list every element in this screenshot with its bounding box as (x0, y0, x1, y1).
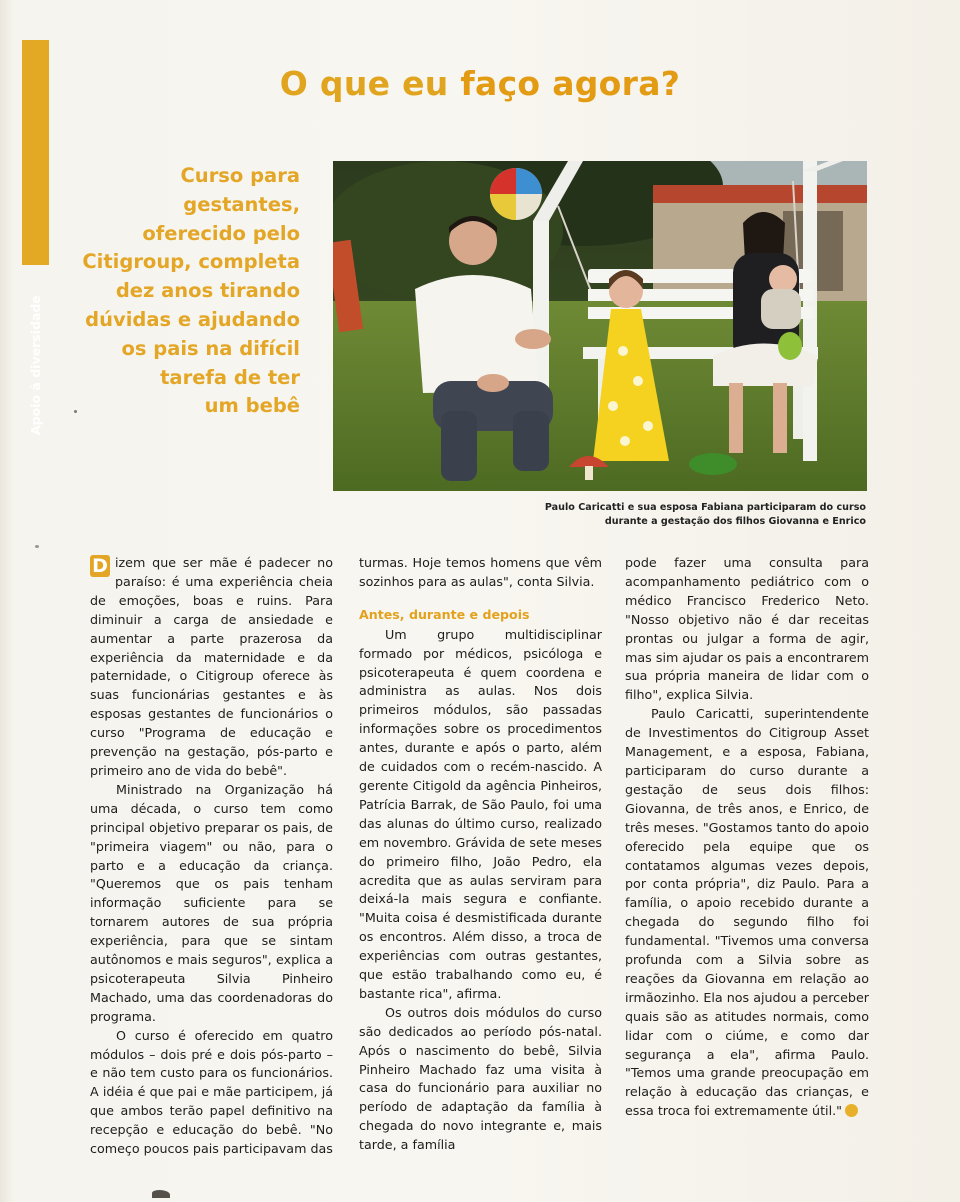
paragraph-text: Paulo Caricatti, superintendente de Investimentos do Citigroup Asset Management, e a esposa, Fabiana, participaram do curso durante a gestação de seus dois filhos: Giovanna, de três anos, e Enrico, de três meses. "Gostamos tanto do apoio oferecido pela equipe que os contatamos algumas vezes depois, por conta própria", diz Paulo. Para a família, o apoio recebido durante a chegada do segundo filho foi fundamental. "Tivemos uma conversa profunda com a Silvia sobre as reações da Giovanna em relação ao irmãozinho. Ela nos ajudou a perceber quais são as atitudes normais, como lidar com o ciúme, e como dar segurança a ela", afirma Paulo. "Temos uma grande preocupação em relação à educação das crianças, e essa troca foi extremamente útil." (625, 706, 869, 1119)
section-tab-label: Apoio à diversidade (28, 295, 43, 435)
baby-head (769, 265, 797, 293)
article-paragraph: turmas. Hoje temos homens que vêm sozinhos para as aulas", conta Silvia. (359, 555, 602, 589)
dress-dot (618, 346, 628, 356)
deck-line: gestantes, (183, 192, 300, 216)
deck-line: um bebê (204, 394, 300, 418)
article-paragraph (90, 554, 333, 781)
father-hand (477, 374, 509, 392)
deck-line: Citigroup, completa (82, 250, 300, 274)
dropcap: D (90, 555, 110, 577)
father-leg (441, 411, 477, 481)
article-column-1 (90, 554, 333, 1159)
paper-speck (74, 410, 77, 413)
caption-line: durante a gestação dos filhos Giovanna e Enrico (604, 516, 866, 527)
deck-intro (60, 162, 300, 421)
caption-line: Paulo Caricatti e sua esposa Fabiana participaram do curso (544, 502, 866, 513)
deck-line: dez anos tirando (115, 279, 300, 303)
dress-dot (643, 421, 653, 431)
article-paragraph: Um grupo multidisciplinar formado por médicos, psicóloga e psicoterapeuta é quem coordena e administra as aulas. Nos dois primeiros módulos, são passadas informações sobre os procedimentos antes, durante e após o parto, além de cuidados com o recém-nascido. A gerente Citigold da agência Pinheiros, Patrícia Barrak, de São Paulo, foi uma das alunas do último curso, realizado em novembro. Grávida de sete meses do primeiro filho, João Pedro, ela acredita que as aulas serviram para deixá-la mais segura e confiante. "Muita coisa é desmistificada durante os encontros. Além disso, a troca de experiências com outras gestantes, que estão trabalhando como eu, é bastante rica", afirma. (359, 626, 602, 1001)
article-paragraph: Ministrado na Organização há uma década, o curso tem como principal objetivo preparar os pais, de "primeira viagem" ou não, para o parto e a educação da criança. "Queremos que os pais tenham informação suficiente para se tornarem autores de sua própria experiência, para que se sintam autônomos e mais seguros", explica a psicoterapeuta Silvia Pinheiro Machado, uma das coordenadoras do programa. (90, 781, 333, 1024)
article-paragraph: pode fazer uma consulta para acompanhamento pediátrico com o médico Francisco Frederico Neto. "Nosso objetivo não é dar receitas prontas ou julgar a forma de agir, mas sim ajudar os pais a encontrarem sua própria maneira de lidar com o filho", explica Silvia. (625, 555, 869, 703)
headline-part-1: O que eu (279, 64, 461, 103)
deck-line: os pais na difícil (121, 336, 300, 360)
headline-part-2: faço agora? (460, 64, 681, 103)
section-subhead: Antes, durante e depois (359, 606, 530, 622)
family-photo-illustration (333, 161, 867, 491)
mother-leg (729, 383, 743, 453)
paragraph-text: izem que ser mãe é padecer no paraíso: é uma experiência cheia de emoções, boas e ruins. Para diminuir a carga de ansiedade e aumentar a parte prazerosa da experiência da maternidade e da paternidade, o Citigroup oferece às suas funcionárias gestantes e às esposas gestantes de funcionários o curso "Programa de educação e prevenção na gestação, pós-parto e primeiro ano de vida do bebê". (90, 555, 333, 778)
deck-line: oferecido pelo (142, 221, 300, 245)
article-paragraph: Os outros dois módulos do curso são dedicados ao período pós-natal. Após o nascimento do bebê, Silvia Pinheiro Machado faz uma visita à casa do funcionário para auxiliar no período de adaptação da família à chegada do novo integrante e, mais tarde, a família (359, 1004, 602, 1153)
family-photo (333, 161, 867, 491)
deck-line: dúvidas e ajudando (85, 307, 300, 331)
article-column-2 (359, 554, 602, 1155)
toy-frog (778, 332, 802, 360)
headline (0, 64, 960, 103)
mushroom-stem (585, 466, 593, 480)
paper-speck (35, 545, 39, 548)
father-leg (513, 411, 549, 471)
house-roof (653, 185, 867, 203)
dress-dot (620, 436, 630, 446)
baby-body (761, 289, 801, 329)
dress-dot (608, 401, 618, 411)
mother-leg (773, 383, 787, 453)
deck-line: tarefa de ter (160, 365, 300, 389)
photo-caption (406, 501, 866, 529)
article-column-3 (625, 554, 869, 1121)
father-hand (515, 329, 551, 349)
mother-skirt (713, 344, 818, 387)
deck-line: Curso para (180, 164, 300, 187)
article-paragraph (625, 705, 869, 1121)
article-paragraph: O curso é oferecido em quatro módulos – dois pré e dois pós-parto – e não tem custo para os funcionários. A idéia é que pai e mãe participem, já que ambos terão papel definitivo na recepção e educação do bebê. "No começo poucos pais participavam das (90, 1027, 333, 1157)
green-shoe-toy (689, 453, 737, 475)
dress-dot (633, 376, 643, 386)
staple-mark (152, 1190, 170, 1198)
end-of-article-icon (845, 1104, 858, 1117)
